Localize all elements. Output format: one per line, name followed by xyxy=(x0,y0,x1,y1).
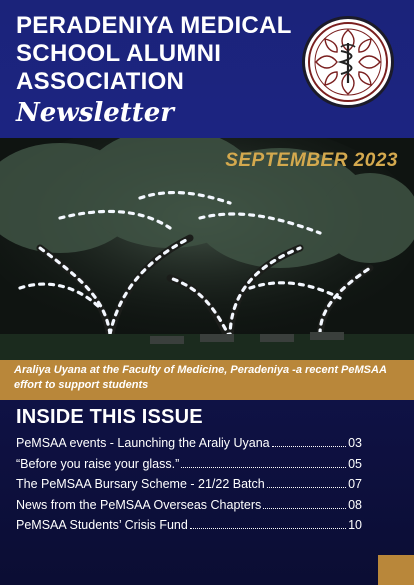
toc-item-title: News from the PeMSAA Overseas Chapters xyxy=(16,497,262,512)
toc-item-page: 10 xyxy=(348,518,362,532)
issue-month: SEPTEMBER 2023 xyxy=(225,150,398,171)
toc-item[interactable] xyxy=(16,518,362,539)
toc-item-title: “Before you raise your glass.” xyxy=(16,456,180,471)
toc-item[interactable] xyxy=(16,498,362,519)
toc-leader xyxy=(263,508,346,509)
toc-leader xyxy=(190,528,346,529)
toc-item[interactable] xyxy=(16,436,362,457)
toc-leader xyxy=(181,467,346,468)
association-title: PERADENIYA MEDICAL SCHOOL ALUMNI ASSOCIATION xyxy=(16,12,292,95)
toc-item-title: PeMSAA events - Launching the Araliy Uyana xyxy=(16,436,270,450)
caduceus-emblem-icon xyxy=(307,21,389,103)
toc-item-page: 03 xyxy=(348,436,362,450)
photo-caption-bar xyxy=(0,360,414,400)
header xyxy=(0,0,414,140)
photo-caption: Araliya Uyana at the Faculty of Medicine, Peradeniya -a recent PeMSAA effort to support students xyxy=(14,364,387,391)
toc-item[interactable] xyxy=(16,477,362,498)
toc-leader xyxy=(272,446,346,447)
table-of-contents xyxy=(16,436,362,539)
toc-item-page: 07 xyxy=(348,477,362,491)
toc-item[interactable] xyxy=(16,457,362,478)
association-logo xyxy=(302,16,394,108)
toc-item-title: The PeMSAA Bursary Scheme - 21/22 Batch xyxy=(16,477,265,491)
toc-leader xyxy=(267,487,346,488)
toc-item-page: 05 xyxy=(348,456,362,471)
newsletter-subtitle: Newsletter xyxy=(16,98,175,128)
corner-accent-block xyxy=(378,555,414,585)
toc-item-title: PeMSAA Students’ Crisis Fund xyxy=(16,518,188,532)
contents-heading: INSIDE THIS ISSUE xyxy=(16,406,203,428)
toc-item-page: 08 xyxy=(348,497,362,512)
